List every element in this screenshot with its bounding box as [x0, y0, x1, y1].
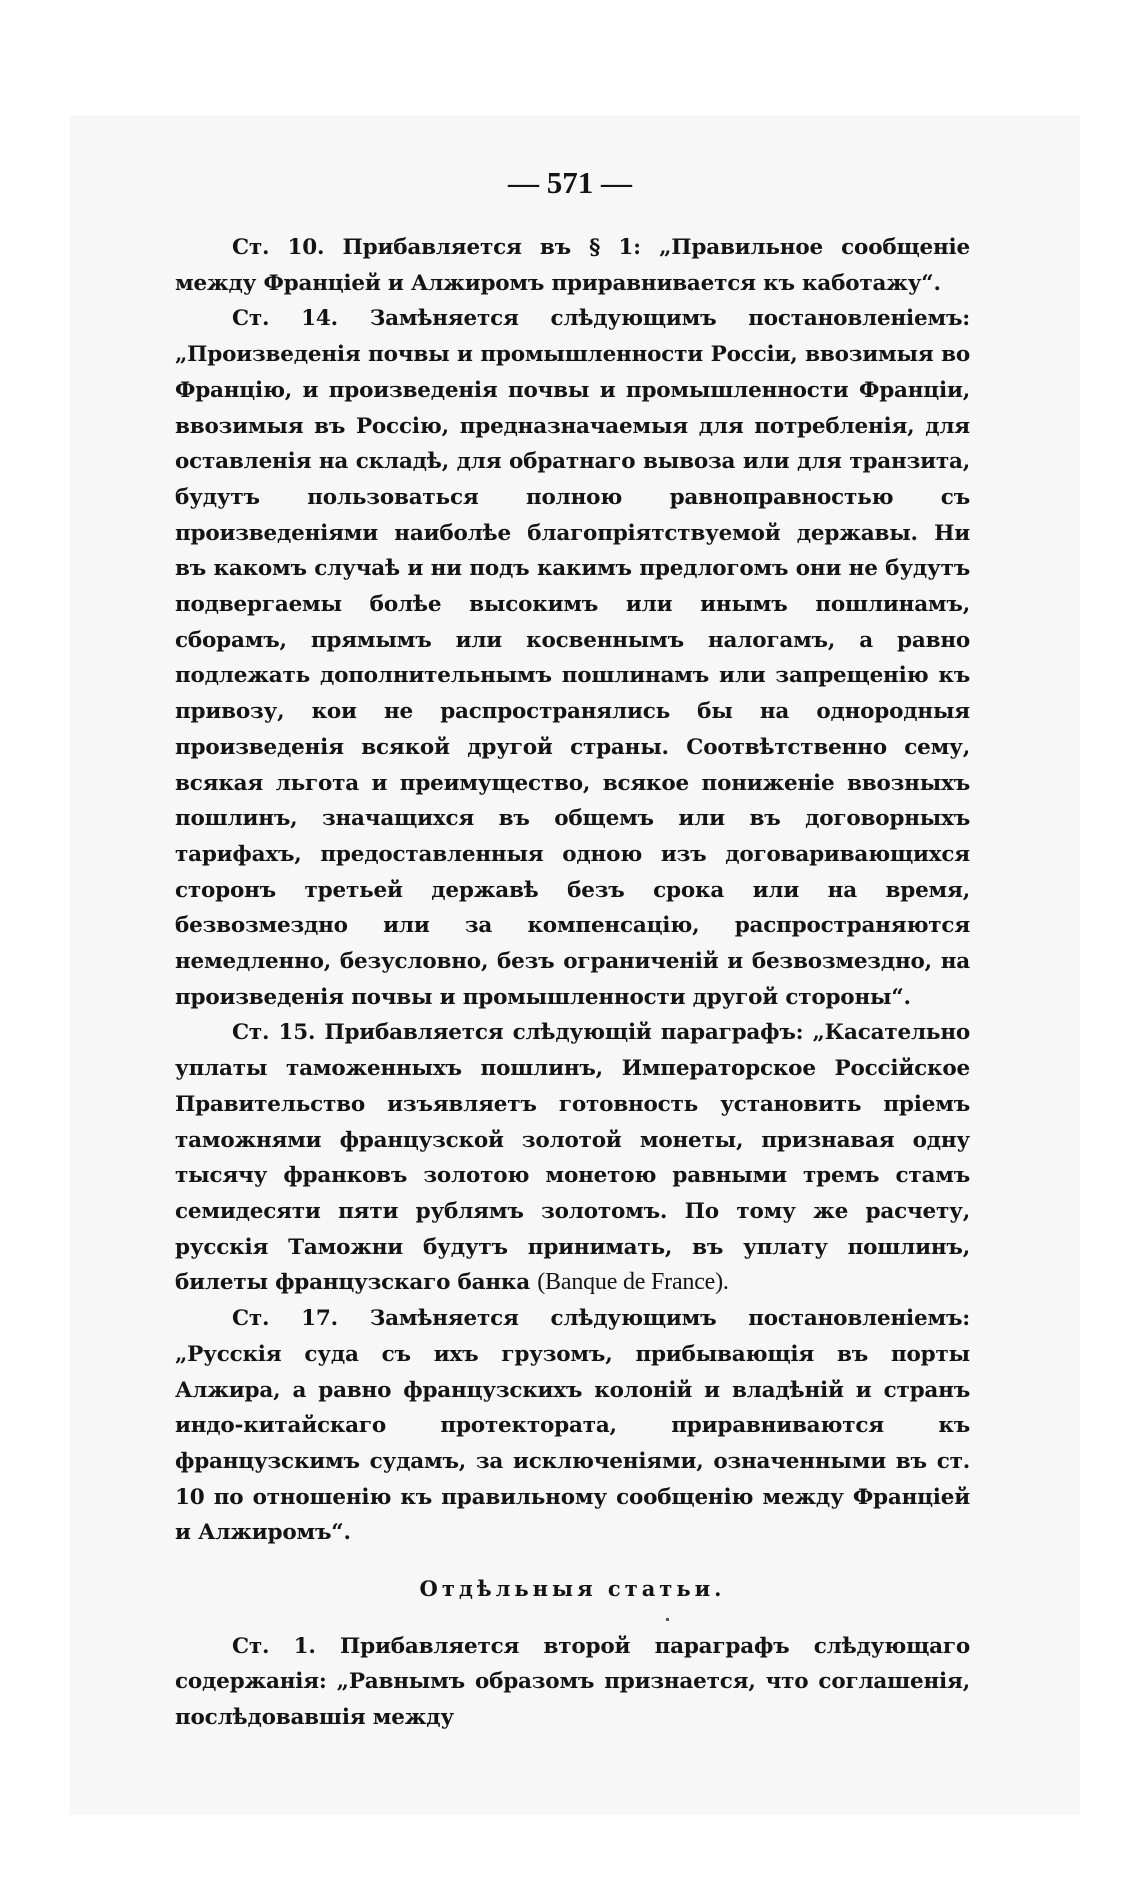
paragraph-article-14: Ст. 14. Замѣняется слѣдующимъ постановленіемъ: „Произведенія почвы и промышленности Россіи, ввозимыя во Францію, и произведенія почвы и промышленности Франціи, ввозимыя въ Россію, предназначаемыя для потребленія, для оставленія на складѣ, для обратнаго вывоза или для транзита, будутъ пользоваться полною равноправностью съ произведеніями наиболѣе благопріятствуемой державы. Ни въ какомъ случаѣ и ни подъ какимъ предлогомъ они не будутъ подвергаемы болѣе высокимъ или инымъ пошлинамъ, сборамъ, прямымъ или косвеннымъ налогамъ, а равно подлежать дополнительнымъ пошлинамъ или запрещенію къ привозу, кои не распространялись бы на однородныя произведенія всякой другой страны. Соотвѣтственно сему, всякая льгота и преимущество, всякое пониженіе ввозныхъ пошлинъ, значащихся въ общемъ или въ договорныхъ тарифахъ, предоставленныя одною изъ договаривающихся сторонъ третьей державѣ безъ срока или на время, безвозмездно или за компенсацію, распространяются немедленно, безусловно, безъ ограниченій и безвозмездно, на произведенія почвы и промышленности другой стороны“. [175, 306, 970, 1010]
document-body [175, 230, 970, 1736]
ink-speck [666, 1618, 669, 1621]
paragraph-article-15 [175, 1015, 970, 1301]
article-15-latin-text: (Banque de France). [537, 1269, 729, 1296]
page-number: — 571 — [508, 165, 632, 200]
paragraph-article-17: Ст. 17. Замѣняется слѣдующимъ постановленіемъ: „Русскія суда съ ихъ грузомъ, прибывающія въ порты Алжира, а равно французскихъ колоній и владѣній и странъ индо-китайскаго протектората, приравниваются къ французскимъ судамъ, за исключеніями, означенными въ ст. 10 по отношенію къ правильному сообщенію между Франціей и Алжиромъ“. [175, 1306, 970, 1546]
article-15-text: Ст. 15. Прибавляется слѣдующій параграфъ: „Касательно уплаты таможенныхъ пошлинъ, Императорское Россійское Правительство изъявляетъ готовность установить пріемъ таможнями французской золотой монеты, признавая одну тысячу франковъ золотою монетою равными тремъ стамъ семидесяти пяти рублямъ золотомъ. По тому же расчету, русскія Таможни будутъ принимать, въ уплату пошлинъ, билеты французскаго банка [175, 1020, 970, 1296]
paragraph-separate-article-1: Ст. 1. Прибавляется второй параграфъ слѣдующаго содержанія: „Равнымъ образомъ признается, что соглашенія, послѣдовавшія между [175, 1633, 970, 1731]
paragraph-article-10: Ст. 10. Прибавляется въ § 1: „Правильное сообщеніе между Франціей и Алжиромъ приравнивается къ каботажу“. [175, 235, 970, 296]
section-heading: Отдѣльныя статьи. [419, 1576, 726, 1602]
